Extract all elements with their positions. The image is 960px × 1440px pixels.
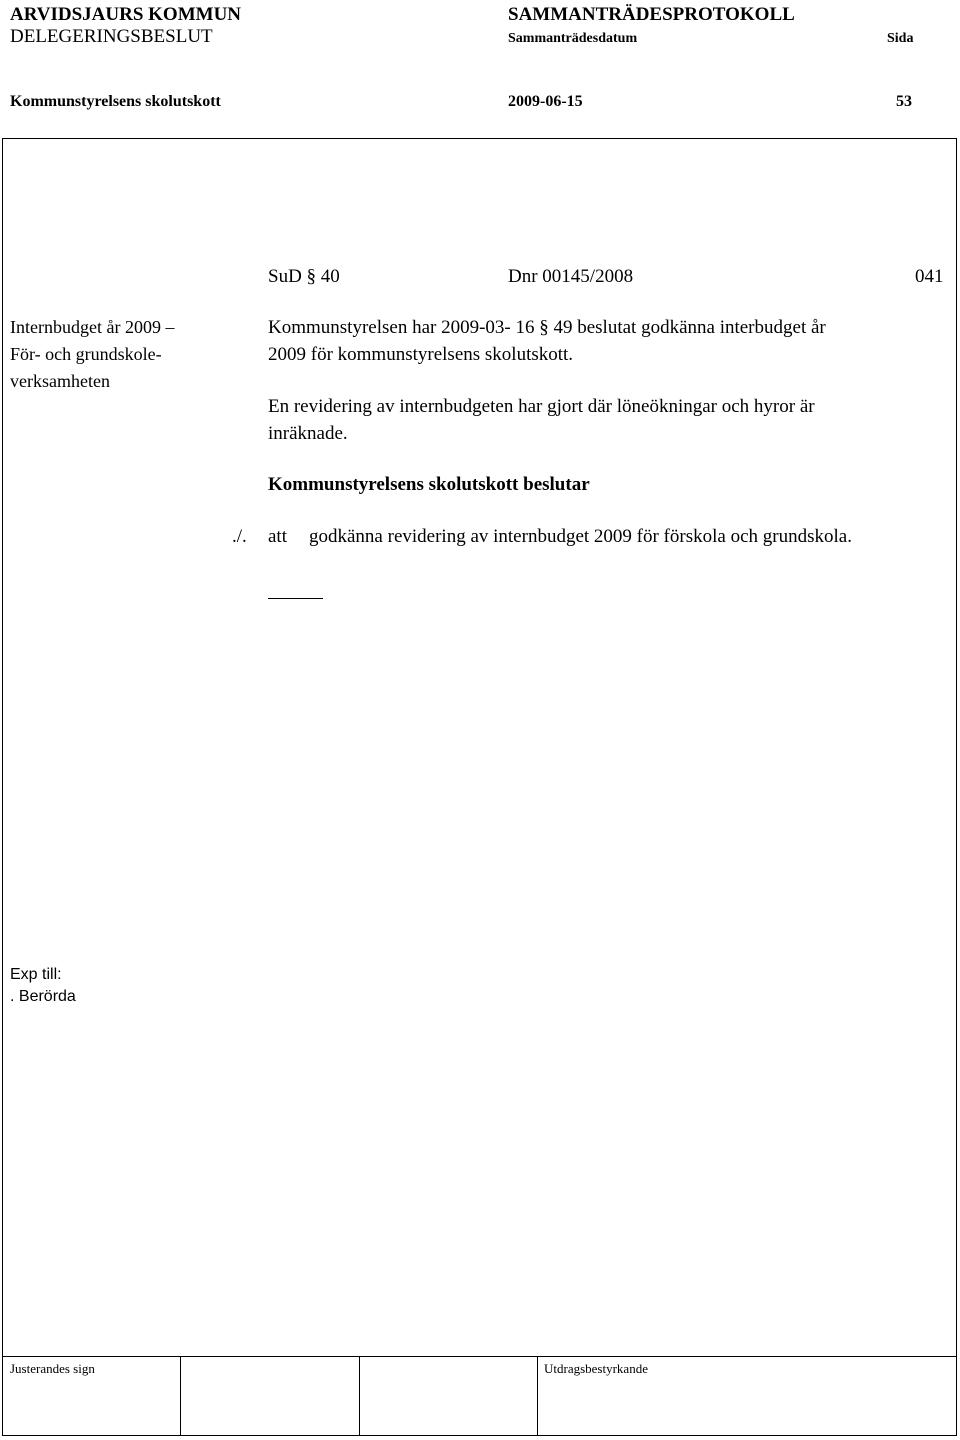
margin-heading-line: verksamheten (10, 371, 110, 391)
margin-heading-line: För- och grundskole- (10, 344, 162, 364)
meeting-date-label: Sammanträdesdatum (508, 31, 638, 46)
decision-att: att (268, 526, 287, 547)
committee-name: Kommunstyrelsens skolutskott (10, 93, 221, 110)
organization-name: ARVIDSJAURS KOMMUN (10, 4, 242, 25)
paragraph-line: En revidering av internbudgeten har gjort där löneökningar och hyror är (268, 396, 815, 417)
expedited-recipients: . Berörda (10, 988, 76, 1005)
margin-heading-line: Internbudget år 2009 – (10, 317, 175, 337)
utdragsbestyrkande-label: Utdragsbestyrkande (544, 1361, 648, 1376)
footer-divider (180, 1356, 181, 1436)
case-code: 041 (915, 266, 944, 287)
expedited-label: Exp till: (10, 966, 62, 983)
decision-text: godkänna revidering av internbudget 2009 för förskola och grundskola. (309, 526, 852, 547)
page-label: Sida (887, 31, 914, 46)
page-number: 53 (896, 93, 912, 110)
decision-mark: ./. (232, 526, 247, 547)
footer-divider (359, 1356, 360, 1436)
paragraph-line: inräknade. (268, 423, 348, 444)
document-type: DELEGERINGSBESLUT (10, 26, 213, 47)
meeting-date: 2009-06-15 (508, 93, 583, 110)
case-section: SuD § 40 (268, 266, 340, 287)
footer-rule (2, 1356, 957, 1357)
decision-heading: Kommunstyrelsens skolutskott beslutar (268, 474, 590, 495)
paragraph-line: Kommunstyrelsen har 2009-03- 16 § 49 beslutat godkänna interbudget år (268, 317, 826, 338)
signature-footer (2, 1356, 957, 1436)
footer-divider (537, 1356, 538, 1436)
paragraph-line: 2009 för kommunstyrelsens skolutskott. (268, 344, 574, 365)
justerandes-sign-label: Justerandes sign (10, 1361, 95, 1376)
end-rule (268, 598, 323, 599)
protocol-title: SAMMANTRÄDESPROTOKOLL (508, 4, 795, 25)
case-dnr: Dnr 00145/2008 (508, 266, 634, 287)
